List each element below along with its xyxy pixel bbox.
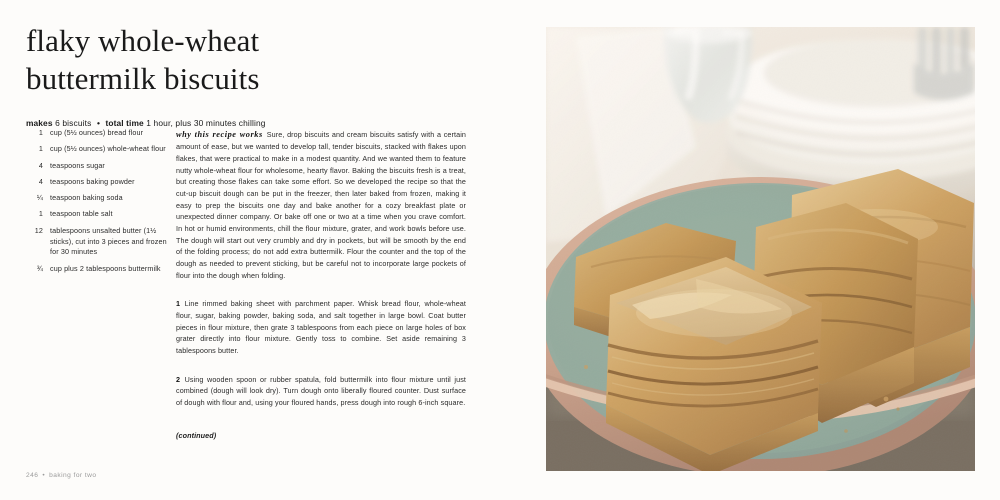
ingredient-row	[30, 209, 170, 220]
ingredient-row	[30, 144, 170, 155]
ingredient-quantity: ¾	[36, 263, 43, 273]
ingredient-row	[30, 226, 170, 258]
text-column	[26, 0, 466, 500]
ingredient-text: teaspoons baking powder	[50, 176, 135, 186]
footer-page-number: 246	[26, 472, 39, 479]
step-text: Using wooden spoon or rubber spatula, fold buttermilk into flour mixture until just combined (dough will look dry). Turn dough onto liberally floured counter. Dust surface of dough with flour and, using your floured hands, press dough into rough 6-inch square.	[176, 374, 466, 407]
page-title	[26, 22, 356, 98]
step-number: 2	[176, 374, 181, 384]
prose-column	[176, 128, 466, 440]
yield-separator: •	[96, 117, 101, 128]
recipe-step	[176, 374, 466, 409]
why-body: Sure, drop biscuits and cream biscuits satisfy with a certain amount of ease, but we wanted to develop tall, tender biscuits, stacked with flakes upon flakes, that were practical to make in a modest quantity. And we wanted them to feature nutty whole-wheat flour for wholesome, hearty flavor. Baking the biscuits fresh is a treat, but creating those flakes can take some effort. So we developed the recipe so that the cut-up biscuit dough can be put in the freezer, then later baked from frozen, making it easy to prep the biscuits one day and bake another for a cozy breakfast plate or unexpected dinner company. Or bake off one or two at a time when you crave comfort. In hot or humid environments, chill the flour mixture, grater, and work bowls before use. The dough will start out very crumbly and dry in pockets, but will be smooth by the end of the folding process; do not add extra buttermilk. Flour the counter and the top of the dough as needed to prevent sticking, but be careful not to incorporate large pockets of flour into the dough when folding.	[176, 130, 466, 280]
ingredient-row	[30, 161, 170, 172]
ingredients-list	[30, 128, 170, 280]
ingredient-quantity: 1	[38, 128, 43, 137]
page-title-line-2: buttermilk biscuits	[26, 60, 260, 96]
ingredient-row	[30, 264, 170, 275]
ingredient-quantity: 12	[34, 225, 43, 235]
ingredient-text: tablespoons unsalted butter (1½ sticks), cut into 3 pieces and frozen for 30 minutes	[50, 225, 167, 257]
recipe-photograph	[546, 27, 975, 471]
step-text: Line rimmed baking sheet with parchment paper. Whisk bread flour, whole-wheat flour, sugar, baking powder, baking soda, and salt together in large bowl. Coat butter pieces in flour mixture, then grate 3 tablespoons from each piece on large holes of box grater directly into flour mixture. Gently toss to combine. Set aside remaining 3 tablespoons butter.	[176, 299, 466, 355]
total-time-value: 1 hour, plus 30 minutes chilling	[146, 117, 266, 128]
makes-label: makes	[26, 117, 53, 128]
photo-artwork	[546, 27, 975, 471]
ingredient-text: teaspoons sugar	[50, 160, 105, 170]
ingredient-quantity: 4	[38, 176, 43, 186]
step-number: 1	[176, 299, 181, 309]
yield-and-time	[26, 118, 466, 128]
ingredient-quantity: ¼	[36, 193, 43, 203]
footer-separator: •	[42, 472, 46, 479]
recipe-step	[176, 298, 466, 356]
ingredient-text: teaspoon baking soda	[50, 193, 123, 203]
ingredient-quantity: 1	[38, 144, 43, 154]
steps-list	[176, 298, 466, 408]
makes-value: 6 biscuits	[55, 117, 92, 128]
page-title-line-1: flaky whole-wheat	[26, 23, 260, 58]
ingredient-quantity: 1	[38, 209, 43, 219]
ingredient-quantity: 4	[38, 160, 43, 170]
ingredient-row	[30, 193, 170, 204]
ingredient-text: teaspoon table salt	[50, 209, 113, 219]
total-time-label: total time	[105, 117, 144, 128]
continued-label: (continued)	[176, 430, 217, 440]
ingredient-text: cup plus 2 tablespoons buttermilk	[50, 263, 161, 273]
why-this-recipe-works	[176, 128, 466, 281]
ingredient-row	[30, 177, 170, 188]
footer-book-title: baking for two	[49, 472, 97, 479]
ingredient-row	[30, 128, 170, 139]
ingredient-text: cup (5½ ounces) whole-wheat flour	[50, 144, 166, 154]
ingredient-text: cup (5½ ounces) bread flour	[50, 128, 144, 137]
why-heading: why this recipe works	[176, 130, 263, 139]
page-footer	[26, 472, 96, 479]
